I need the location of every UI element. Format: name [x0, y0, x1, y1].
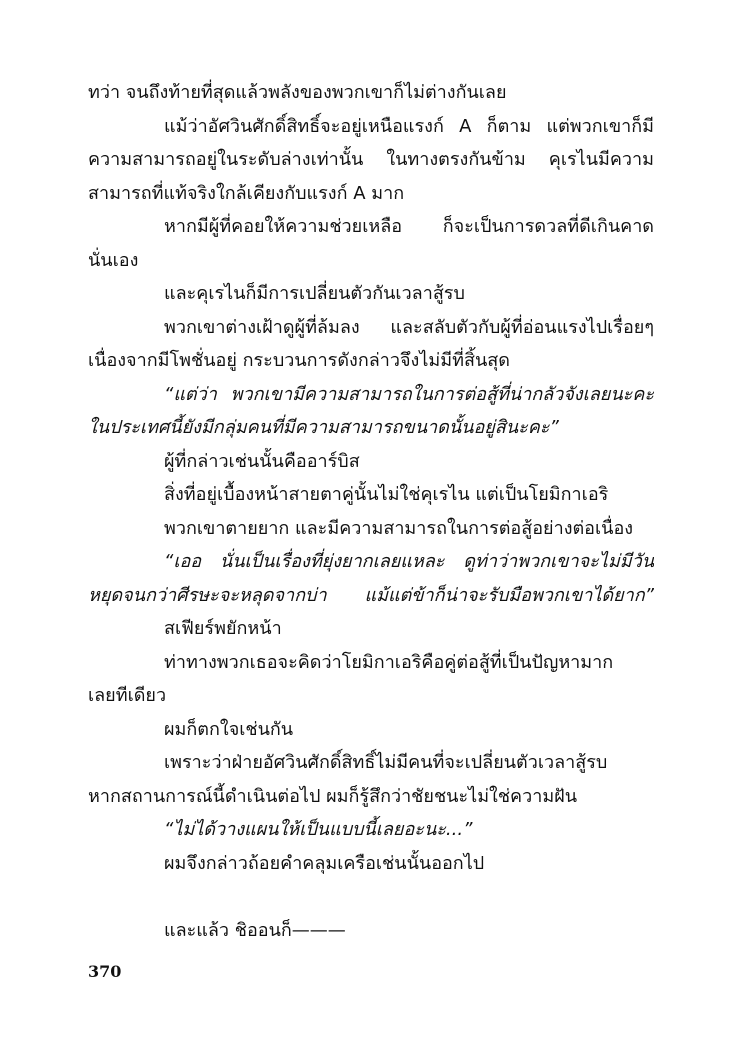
text-line: และคุเรไนก็มีการเปลี่ยนตัวกันเวลาสู้รบ — [164, 283, 465, 304]
text-line: หากมีผู้ที่คอยให้ความช่วยเหลือ ก็จะเป็นการดวลที่ดีเกินคาด — [164, 216, 654, 237]
text-line: เพราะว่าฝ่ายอัศวินศักดิ์สิทธิ์ไม่มีคนที่จะเปลี่ยนตัวเวลาสู้รบ — [164, 752, 608, 773]
text-line: ทว่า จนถึงท้ายที่สุดแล้วพลังของพวกเขาก็ไม่ต่างกันเลย — [88, 82, 507, 103]
text-line: สเฟียร์พยักหน้า — [164, 618, 282, 639]
page-number: 370 — [88, 962, 122, 981]
text-line: “เออ นั่นเป็นเรื่องที่ยุ่งยากเลยแหละ ดูท่าว่าพวกเขาจะไม่มีวัน — [164, 551, 654, 572]
text-line: หยุดจนกว่าศีรษะจะหลุดจากบ่า แม้แต่ข้าก็น่าจะรับมือพวกเขาได้ยาก” — [88, 584, 654, 606]
text-line: ผมจึงกล่าวถ้อยคำคลุมเครือเช่นนั้นออกไป — [164, 852, 485, 874]
text-line: ในประเทศนี้ยังมีกลุ่มคนที่มีความสามารถขนาดนั้นอยู่สินะคะ” — [88, 417, 559, 438]
text-line: “แต่ว่า พวกเขามีความสามารถในการต่อสู้ที่น่ากลัวจังเลยนะคะ — [164, 383, 654, 405]
text-line: และแล้ว ชิออนก็——— — [164, 920, 346, 941]
text-line: ผู้ที่กล่าวเช่นนั้นคืออาร์บิส — [164, 450, 360, 472]
text-line: “ไม่ได้วางแผนให้เป็นแบบนี้เลยอะนะ...” — [164, 819, 473, 840]
text-line: ผมก็ตกใจเช่นกัน — [164, 718, 294, 740]
text-line: สามารถที่แท้จริงใกล้เคียงกับแรงก์ A มาก — [88, 182, 405, 204]
paragraph-gap — [88, 880, 654, 914]
text-line: พวกเขาตายยาก และมีความสามารถในการต่อสู้อย่างต่อเนื่อง — [164, 517, 634, 539]
body-text — [88, 76, 654, 948]
text-line: พวกเขาต่างเฝ้าดูผู้ที่ล้มลง และสลับตัวกับผู้ที่อ่อนแรงไปเรื่อยๆ — [164, 316, 654, 338]
text-line: เนื่องจากมีโพชั่นอยู่ กระบวนการดังกล่าวจึงไม่มีที่สิ้นสุด — [88, 350, 510, 371]
text-line: เลยทีเดียว — [88, 685, 167, 706]
text-line: หากสถานการณ์นี้ดำเนินต่อไป ผมก็รู้สึกว่าชัยชนะไม่ใช่ความฝัน — [88, 785, 578, 807]
text-line: สิ่งที่อยู่เบื้องหน้าสายตาคู่นั้นไม่ใช่คุเรไน แต่เป็นโยมิกาเอริ — [164, 484, 609, 505]
text-line: ความสามารถอยู่ในระดับล่างเท่านั้น ในทางตรงกันข้าม คุเรไนมีความ — [88, 149, 654, 170]
text-line: แม้ว่าอัศวินศักดิ์สิทธิ์จะอยู่เหนือแรงก์ A ก็ตาม แต่พวกเขาก็มี — [164, 115, 654, 137]
text-line: นั่นเอง — [88, 249, 139, 271]
text-line: ท่าทางพวกเธอจะคิดว่าโยมิกาเอริคือคู่ต่อสู้ที่เป็นปัญหามาก — [164, 651, 614, 673]
